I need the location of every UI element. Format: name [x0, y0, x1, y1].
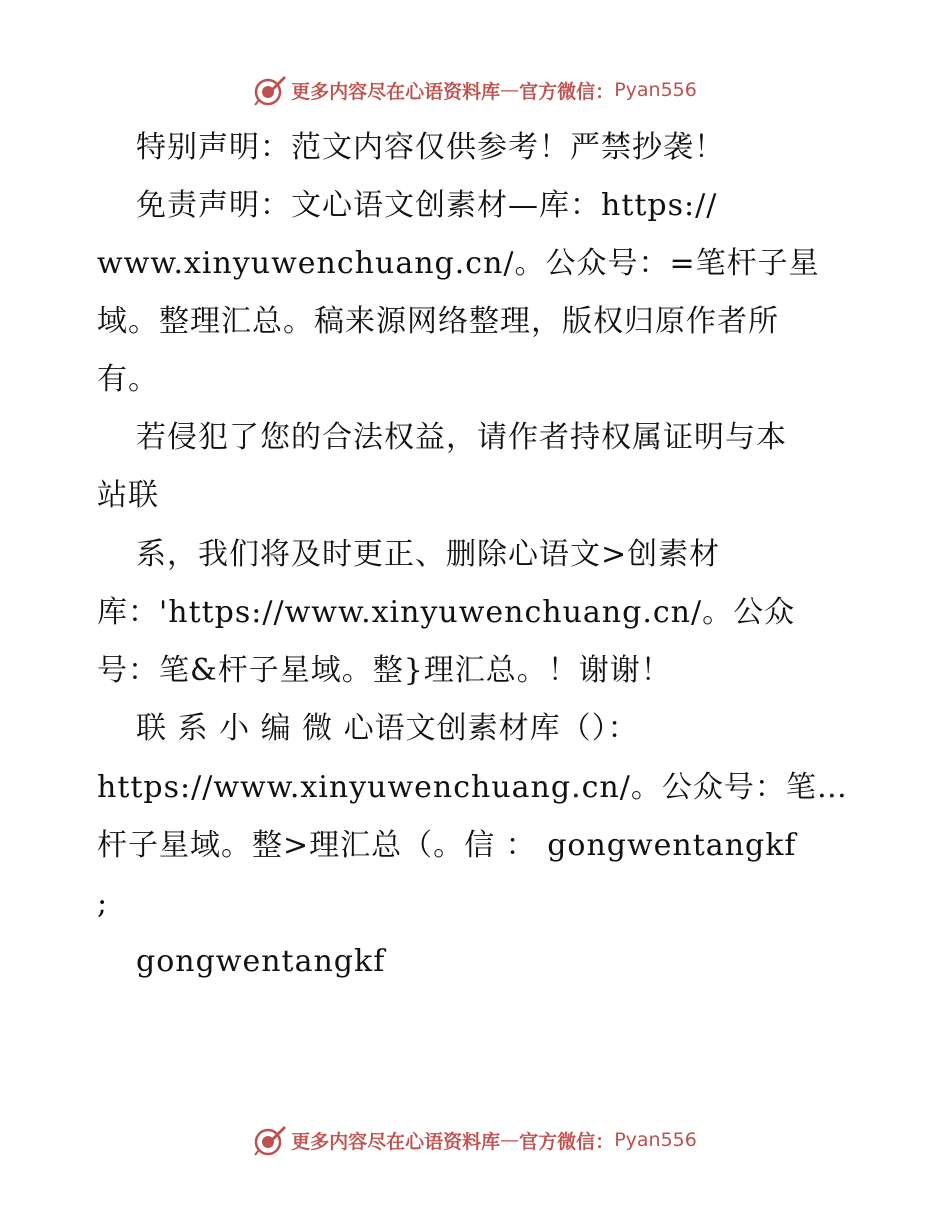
footer-brand-text: 更多内容尽在心语资料库: [291, 1130, 501, 1153]
doc-line-6: 若侵犯了您的合法权益，请作者持权属证明与本: [136, 420, 787, 455]
doc-line-2: 免责声明：文心语文创素材—库：https://: [136, 188, 718, 223]
doc-line-13: 杆子星域。整>理汇总（。信 ： gongwentangkf: [97, 828, 797, 863]
doc-line-1: 特别声明：范文内容仅供参考！严禁抄袭！: [136, 130, 725, 165]
pen-logo-icon: [253, 1123, 287, 1157]
pen-logo-icon: [253, 73, 287, 107]
doc-line-10: 号：笔&杆子星域。整}理汇总。！谢谢！: [97, 653, 672, 688]
doc-line-8: 系，我们将及时更正、删除心语文>创素材: [136, 537, 721, 572]
footer-wechat-label: 官方微信：: [519, 1130, 615, 1153]
header-wechat-id: Pyan556: [614, 79, 697, 101]
footer-banner: [0, 1120, 950, 1160]
doc-line-12: https://www.xinyuwenchuang.cn/。公众号：笔…: [97, 770, 848, 805]
doc-line-3: www.xinyuwenchuang.cn/。公众号：=笔杆子星: [97, 246, 820, 281]
header-wechat-label: 官方微信：: [519, 80, 615, 103]
footer-dash: —: [500, 1129, 520, 1151]
doc-line-11: 联 系 小 编 微 心语文创素材库（）：: [136, 711, 639, 746]
header-dash: —: [500, 79, 520, 101]
footer-wechat-id: Pyan556: [614, 1129, 697, 1151]
doc-line-4: 域。整理汇总。稿来源网络整理，版权归原作者所: [97, 304, 779, 339]
doc-line-15: gongwentangkf: [136, 944, 386, 979]
header-brand-text: 更多内容尽在心语资料库: [291, 80, 501, 103]
doc-line-7: 站联: [97, 478, 159, 513]
doc-line-14: ;: [97, 886, 109, 921]
doc-line-9: 库：'https://www.xinyuwenchuang.cn/。公众: [97, 595, 796, 630]
header-banner: [0, 70, 950, 110]
doc-line-5: 有。: [97, 362, 159, 397]
